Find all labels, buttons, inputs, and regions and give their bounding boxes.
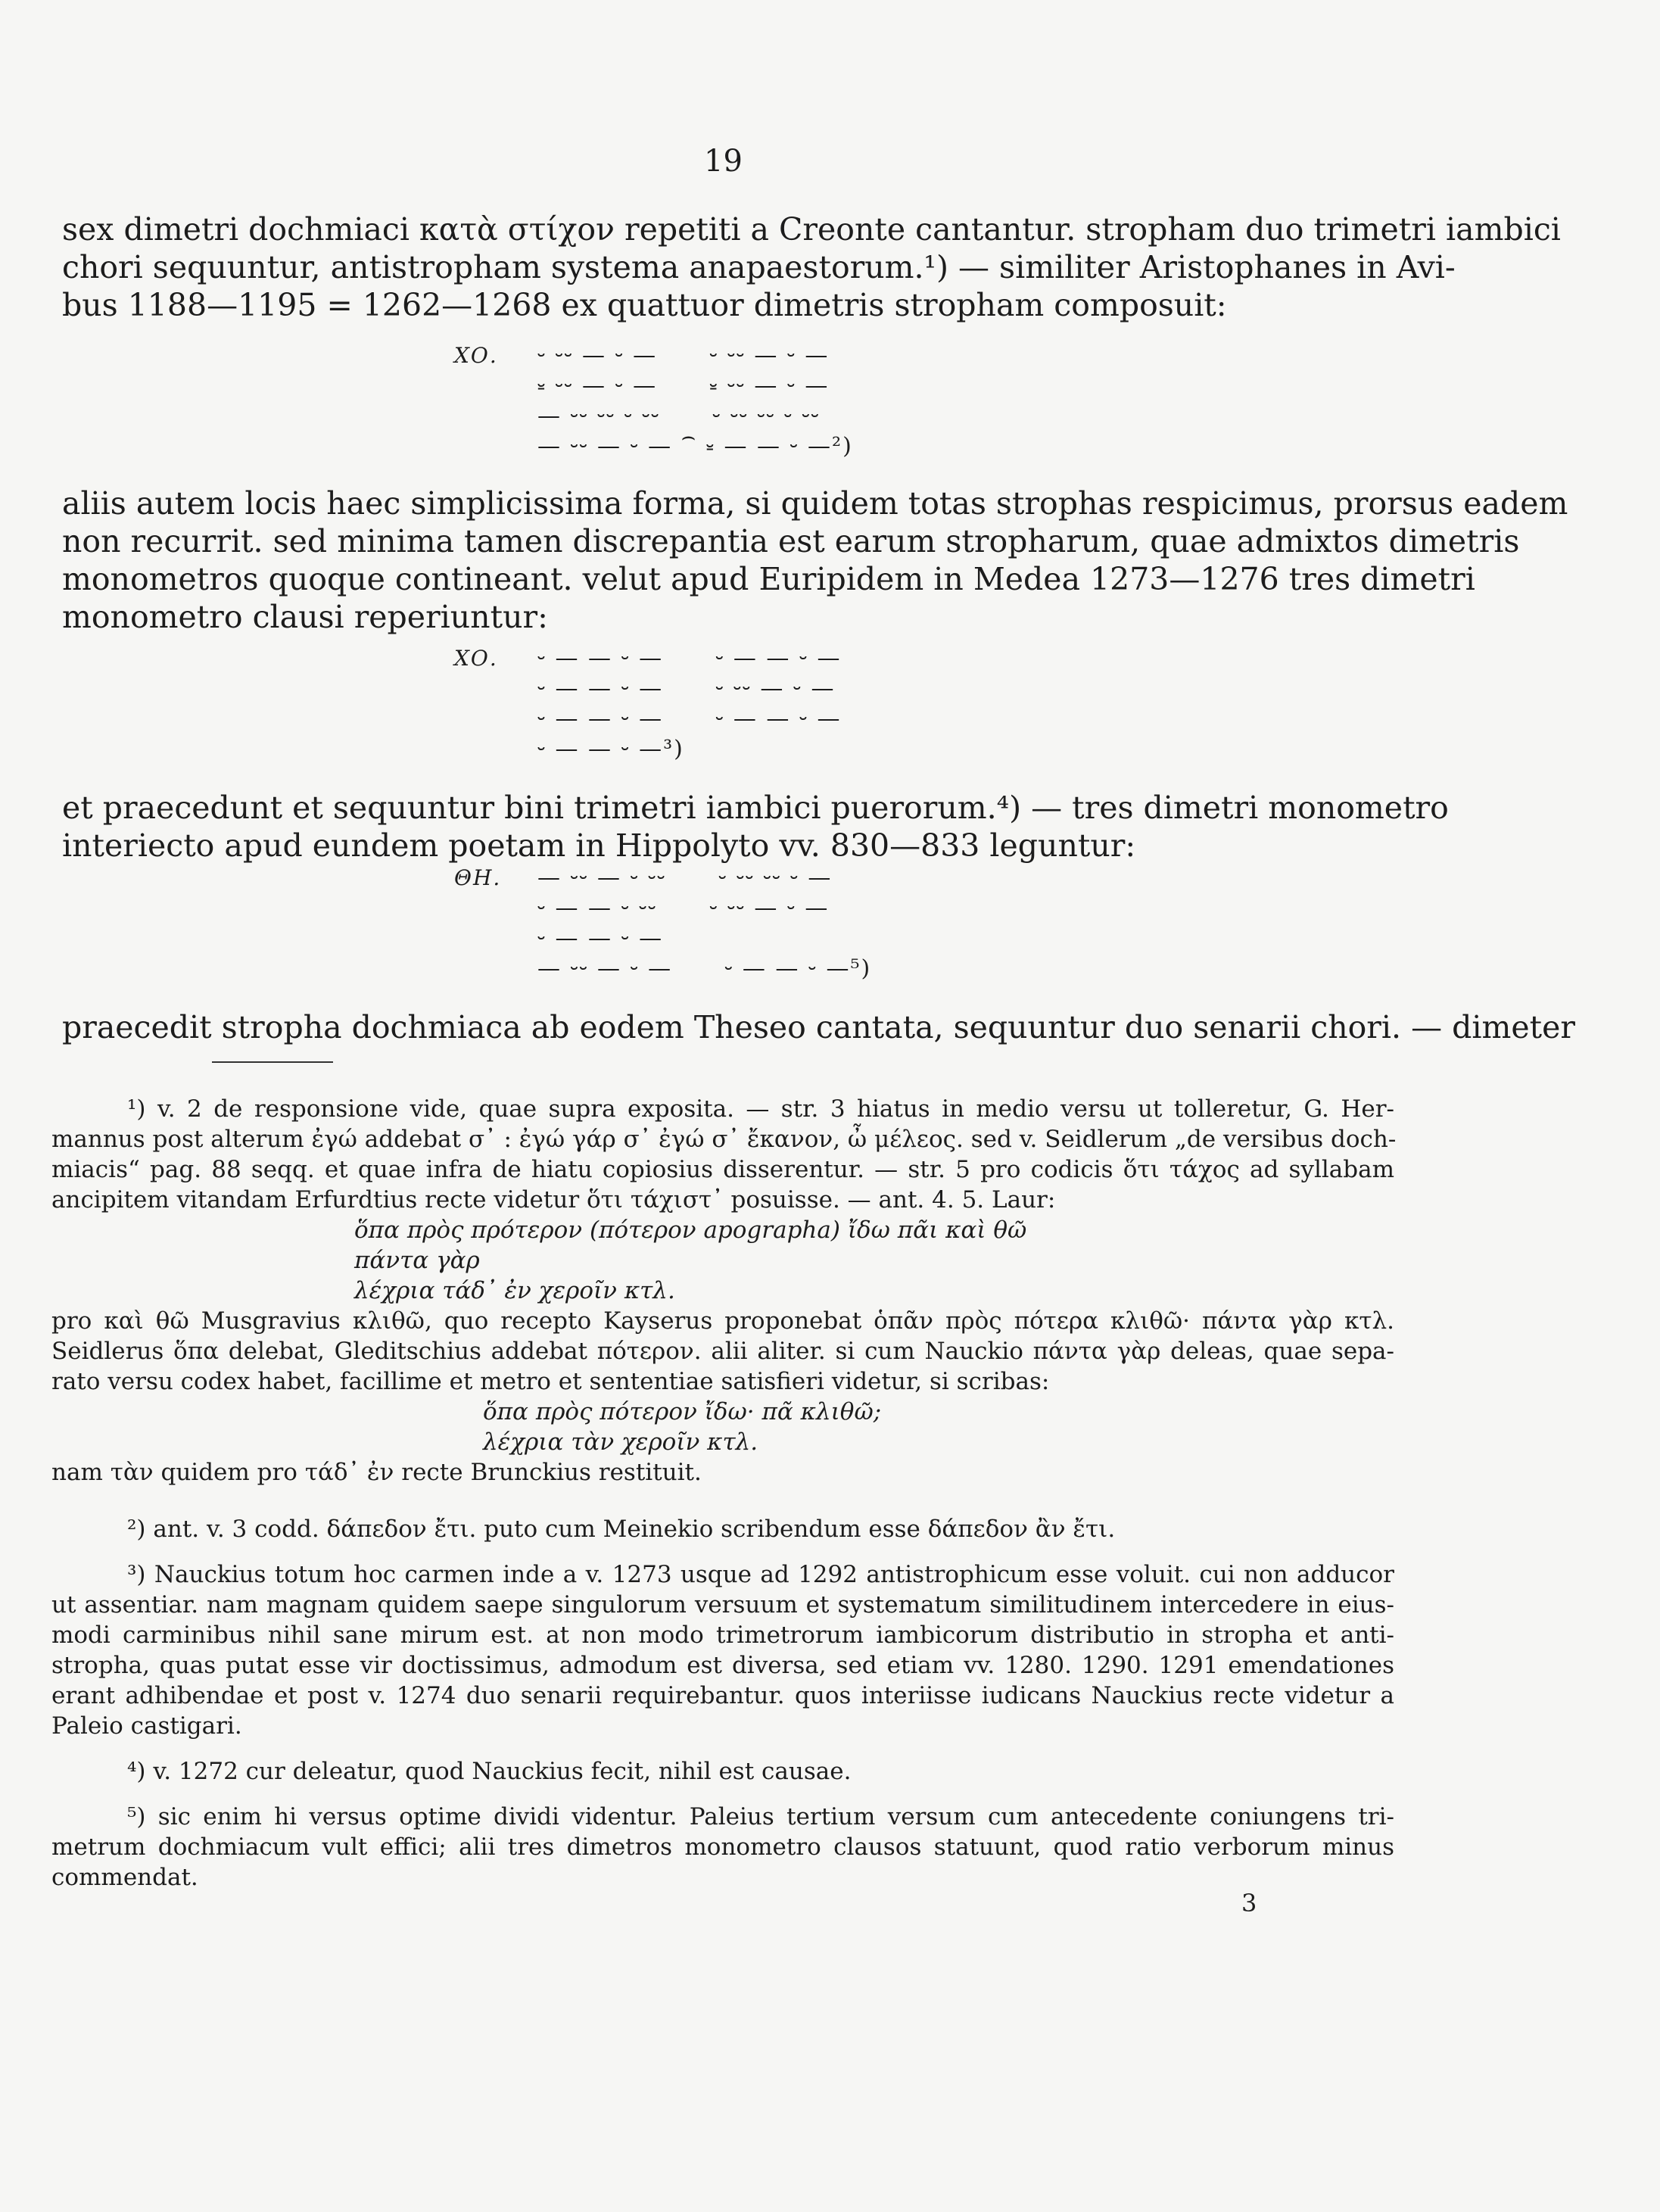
speaker-label: ΧΟ.	[454, 646, 498, 671]
text-line: aliis autem locis haec simplicissima forma, si quidem totas strophas respicimus, prorsus eadem	[62, 485, 1568, 522]
note-line: ⁵) sic enim hi versus optime dividi videntur. Paleius tertium versum cum antecedente coniungens tri-	[127, 1803, 1394, 1830]
paragraph-3	[62, 789, 1449, 865]
footnote-4	[51, 1756, 1394, 1787]
meter-scheme-1	[454, 341, 853, 462]
greek-quote-line: ὅπα πρὸς πρότερον (πότερον apographa) ἴδω πᾶι καὶ θῶ	[354, 1217, 1027, 1244]
footnote-rule	[212, 1061, 333, 1063]
meter-row: ⏑ — — ⏑ — ⏑ — — ⏑ —	[537, 706, 842, 732]
note-line: ²) ant. v. 3 codd. δάπεδον ἔτι. puto cum Meinekio scribendum esse δάπεδον ἂν ἔτι.	[127, 1516, 1116, 1543]
text-line: monometros quoque contineant. velut apud Euripidem in Medea 1273—1276 tres dimetri	[62, 561, 1475, 597]
text-line: bus 1188—1195 = 1262—1268 ex quattuor dimetris stropham composuit:	[62, 287, 1227, 323]
note-line: mannus post alterum ἐγώ addebat σ᾽ : ἐγώ γάρ σ᾽ ἐγώ σ᾽ ἔκανον, ὦ μέλεος. sed v. Seidlerum „de versibus doch-	[51, 1126, 1397, 1153]
note-line: miacis“ pag. 88 seqq. et quae infra de hiatu copiosius disserentur. — str. 5 pro codicis ὅτι τάχος ad syllabam	[51, 1156, 1394, 1183]
meter-row: ⏑ — — ⏑ — ⏑ — — ⏑ —	[537, 645, 842, 671]
meter-row: ⏑ — — ⏑ —³)	[537, 736, 684, 762]
meter-row: — ⏑⏑ — ⏑ — ⏑ — — ⏑ —⁵)	[537, 955, 872, 982]
meter-scheme-3	[454, 863, 871, 984]
note-line: pro καὶ θῶ Musgravius κλιθῶ, quo recepto Kayserus proponebat ὁπᾶν πρὸς πότερα κλιθῶ· πάντα γὰρ κτλ.	[51, 1307, 1394, 1335]
footnote-5	[51, 1802, 1394, 1893]
note-line: ancipitem vitandam Erfurdtius recte videtur ὅτι τάχιστ᾽ posuisse. — ant. 4. 5. Laur:	[51, 1186, 1056, 1213]
footnote-1	[51, 1094, 1397, 1488]
note-line: metrum dochmiacum vult effici; alii tres dimetros monometro clausos statuunt, quod ratio verborum minus	[51, 1833, 1394, 1861]
note-line: ⁴) v. 1272 cur deleatur, quod Nauckius fecit, nihil est causae.	[127, 1758, 852, 1785]
meter-row: ⏓ ⏑⏑ — ⏑ — ⏓ ⏑⏑ — ⏑ —	[537, 372, 830, 399]
meter-row: ⏑ — — ⏑ —	[537, 925, 664, 952]
text-line: non recurrit. sed minima tamen discrepantia est earum stropharum, quae admixtos dimetris	[62, 523, 1520, 559]
note-line: ³) Nauckius totum hoc carmen inde a v. 1273 usque ad 1292 antistrophicum esse voluit. cui non adducor	[127, 1561, 1394, 1588]
note-line: stropha, quas putat esse vir doctissimus, admodum est diversa, sed etiam vv. 1280. 1290. 1291 emendationes	[51, 1652, 1394, 1679]
speaker-label: ΧΟ.	[454, 343, 498, 368]
paragraph-2	[62, 484, 1568, 636]
greek-quote-line: λέχρια τὰν χεροῖν κτλ.	[483, 1428, 758, 1456]
note-line: nam τὰν quidem pro τάδ᾽ ἐν recte Brunckius restituit.	[51, 1459, 702, 1486]
meter-row: — ⏑⏑ ⏑⏑ ⏑ ⏑⏑ ⏑ ⏑⏑ ⏑⏑ ⏑ ⏑⏑	[537, 403, 821, 429]
greek-quote-line: λέχρια τάδ᾽ ἐν χεροῖν κτλ.	[354, 1277, 675, 1304]
note-line: modi carminibus nihil sane mirum est. at non modo trimetrorum iambicorum distributio in stropha et anti-	[51, 1622, 1394, 1649]
text-line: et praecedunt et sequuntur bini trimetri iambici puerorum.⁴) — tres dimetri monometro	[62, 790, 1449, 826]
footnote-2	[51, 1514, 1394, 1544]
note-line: commendat.	[51, 1864, 198, 1891]
text-line: interiecto apud eundem poetam in Hippolyto vv. 830—833 leguntur:	[62, 827, 1136, 864]
note-line: ¹) v. 2 de responsione vide, quae supra exposita. — str. 3 hiatus in medio versu ut tolleretur, G. Her-	[127, 1095, 1394, 1123]
note-line: rato versu codex habet, facillime et metro et sententiae satisfieri videtur, si scribas:	[51, 1368, 1050, 1395]
note-line: erant adhibendae et post v. 1274 duo senarii requirebantur. quos interiisse iudicans Nauckius recte videtur a	[51, 1682, 1394, 1709]
paragraph-4	[62, 1008, 1575, 1046]
note-line: Seidlerus ὅπα delebat, Gleditschius addebat πότερον. alii aliter. si cum Nauckio πάντα γὰρ deleas, quae sepa-	[51, 1338, 1394, 1365]
meter-row: — ⏑⏑ — ⏑ ⏑⏑ ⏑ ⏑⏑ ⏑⏑ ⏑ —	[537, 865, 833, 891]
signature-mark: 3	[1241, 1889, 1257, 1918]
greek-quote-line: ὅπα πρὸς πότερον ἴδω· πᾶ κλιθῶ;	[483, 1398, 882, 1425]
meter-scheme-2	[454, 643, 841, 765]
meter-row: ⏑ — — ⏑ ⏑⏑ ⏑ ⏑⏑ — ⏑ —	[537, 895, 830, 921]
footnote-3	[51, 1559, 1394, 1741]
text-line: monometro clausi reperiuntur:	[62, 599, 548, 635]
note-line: ut assentiar. nam magnam quidem saepe singulorum versuum et systematum similitudinem intercedere in eius-	[51, 1591, 1394, 1618]
paragraph-1	[62, 210, 1561, 324]
meter-row: ⏑ ⏑⏑ — ⏑ — ⏑ ⏑⏑ — ⏑ —	[537, 342, 830, 369]
text-line: praecedit stropha dochmiaca ab eodem Theseo cantata, sequuntur duo senarii chori. — dimeter	[62, 1009, 1575, 1045]
text-line: chori sequuntur, antistropham systema anapaestorum.¹) — similiter Aristophanes in Avi-	[62, 249, 1456, 285]
meter-row: — ⏑⏑ — ⏑ — ⁀ ⏓ — — ⏑ —²)	[537, 433, 853, 460]
note-line: Paleio castigari.	[51, 1712, 242, 1740]
greek-quote-line: πάντα γὰρ	[354, 1247, 480, 1274]
page-number: 19	[704, 144, 743, 179]
text-line: sex dimetri dochmiaci κατὰ στίχον repetiti a Creonte cantantur. stropham duo trimetri iambici	[62, 211, 1561, 248]
meter-row: ⏑ — — ⏑ — ⏑ ⏑⏑ — ⏑ —	[537, 675, 836, 702]
speaker-label: ΘΗ.	[454, 865, 502, 890]
